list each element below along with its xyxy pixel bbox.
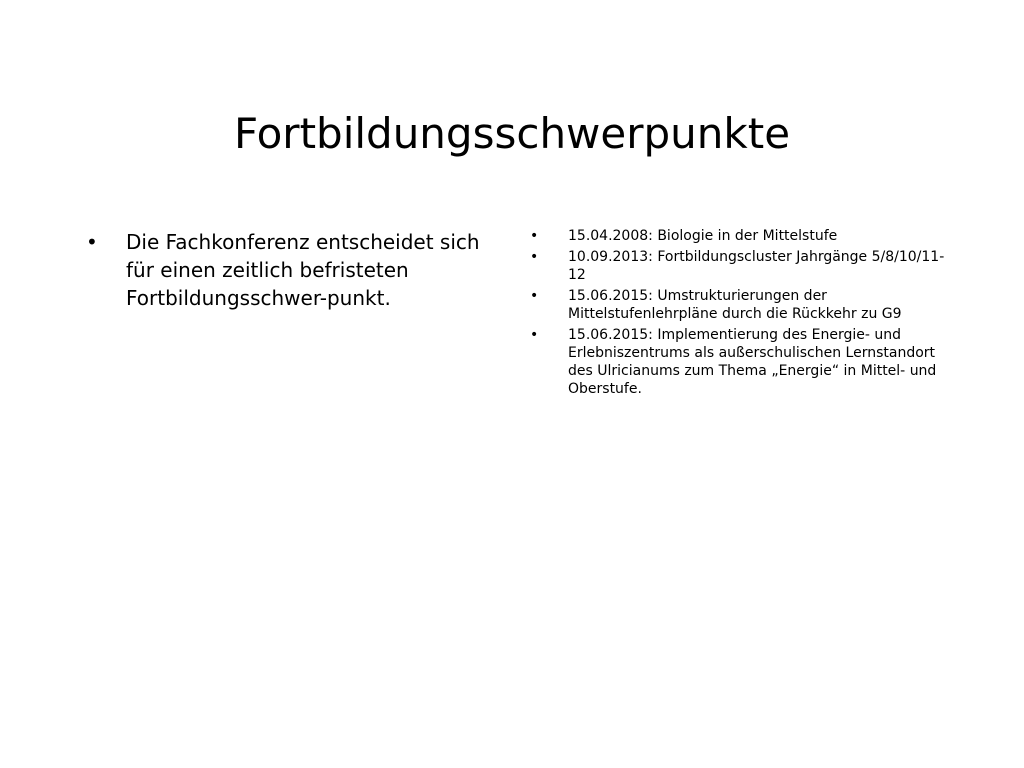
slide-title: Fortbildungsschwerpunkte — [233, 109, 791, 158]
left-bullet-list — [86, 228, 506, 312]
bullet-text: 15.06.2015: Umstrukturierungen der Mittelstufenlehrpläne durch die Rückkehr zu G9 — [568, 288, 902, 322]
list-item — [86, 228, 506, 312]
list-item — [530, 227, 950, 245]
bullet-text: 15.06.2015: Implementierung des Energie- und Erlebniszentrums als außerschulischen Lernstandort des Ulricianums zum Thema „Energie“ in Mittel- und Oberstufe. — [568, 327, 937, 397]
bullet-icon: • — [530, 249, 539, 265]
list-item — [530, 287, 950, 323]
bullet-icon: • — [530, 288, 539, 304]
bullet-icon: • — [530, 228, 539, 244]
bullet-icon: • — [86, 230, 98, 254]
list-item — [530, 326, 950, 398]
left-column — [86, 228, 506, 312]
right-bullet-list — [530, 227, 950, 398]
bullet-icon: • — [530, 327, 539, 343]
bullet-text: 15.04.2008: Biologie in der Mittelstufe — [568, 228, 838, 244]
list-item — [530, 248, 950, 284]
bullet-text: 10.09.2013: Fortbildungscluster Jahrgänge 5/8/10/11-12 — [568, 249, 945, 283]
right-column — [530, 227, 950, 401]
bullet-text: Die Fachkonferenz entscheidet sich für einen zeitlich befristeten Fortbildungsschwer-punkt. — [126, 230, 480, 310]
